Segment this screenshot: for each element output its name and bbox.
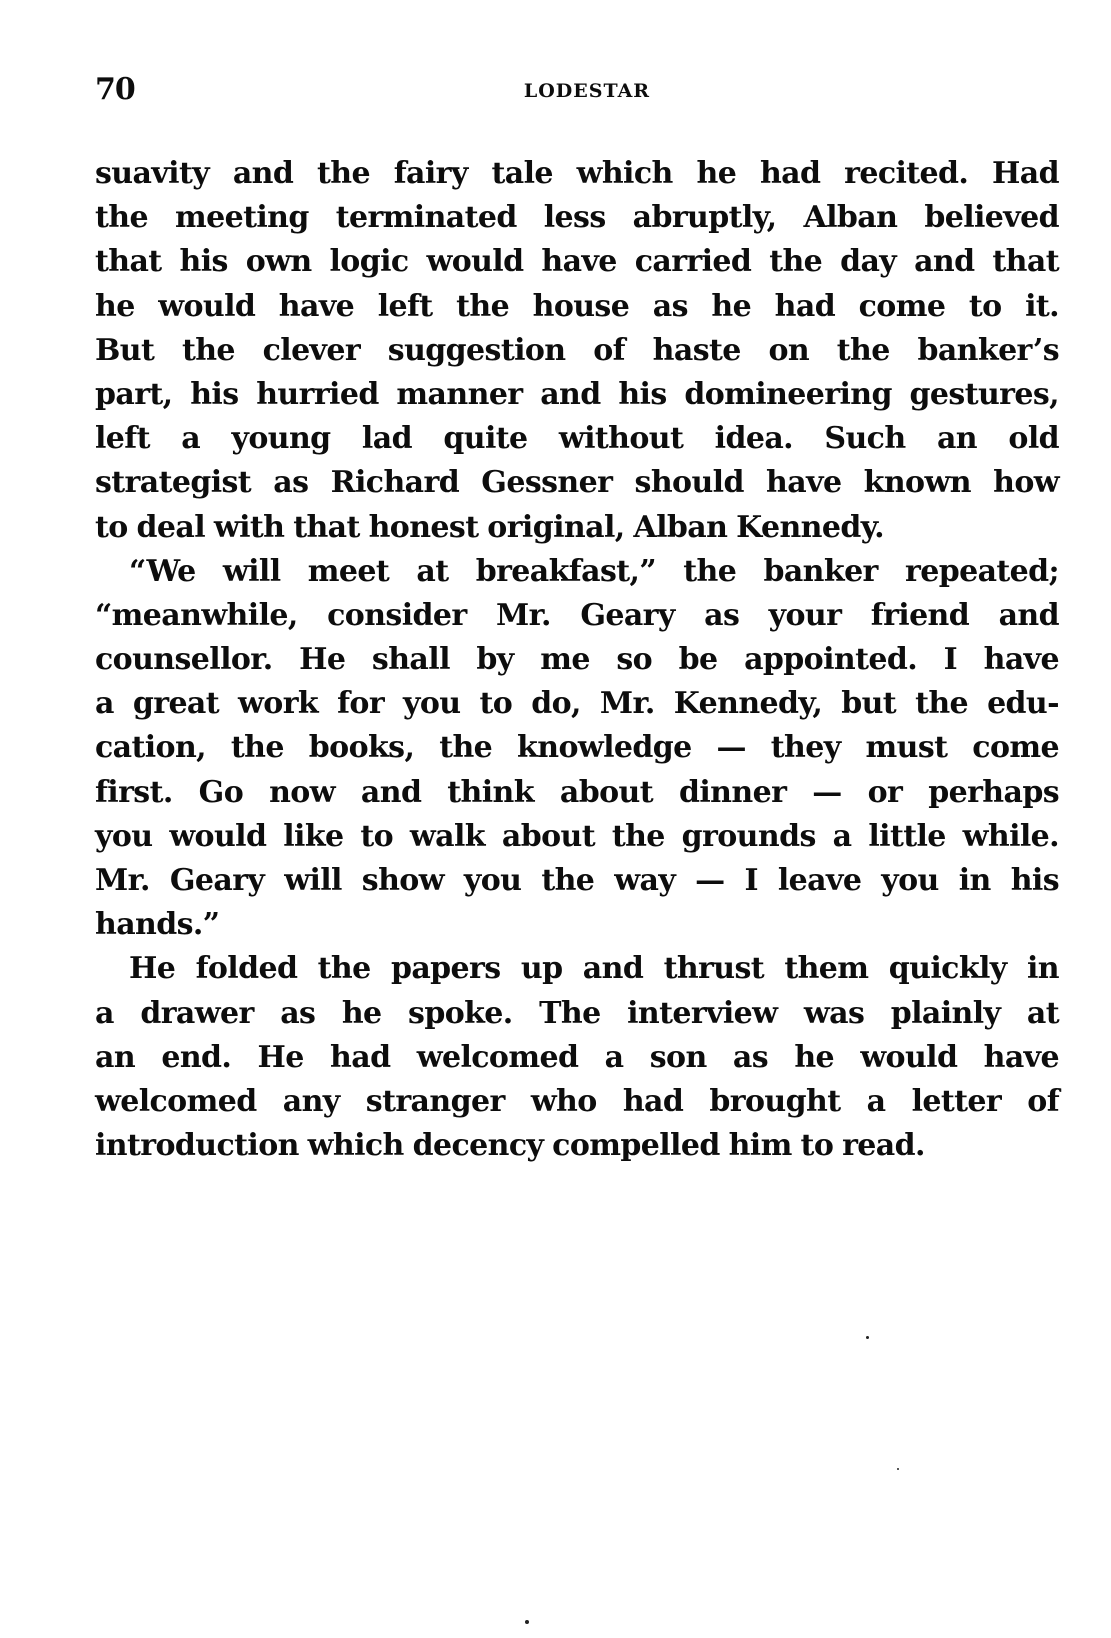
text-line: an end. He had welcomed a son as he would have: [95, 1039, 1059, 1075]
paragraph: [95, 550, 1059, 948]
scan-speck: [525, 1620, 529, 1624]
text-line: “meanwhile, consider Mr. Geary as your friend and: [95, 597, 1059, 633]
text-line: strategist as Richard Gessner should have known how: [95, 465, 1059, 501]
text-line: you would like to walk about the grounds a little while.: [95, 818, 1059, 854]
text-line: welcomed any stranger who had brought a letter of: [95, 1083, 1059, 1119]
text-line: he would have left the house as he had come to it.: [95, 288, 1059, 324]
scan-speck: [866, 1336, 869, 1339]
text-line: first. Go now and think about dinner — or perhaps: [95, 774, 1059, 810]
page-number: 70: [95, 72, 135, 107]
text-line: part, his hurried manner and his domineering gestures,: [95, 376, 1059, 412]
scan-speck: [897, 1468, 899, 1470]
text-line: a great work for you to do, Mr. Kennedy, but the edu-: [95, 686, 1059, 722]
text-line: cation, the books, the knowledge — they must come: [95, 730, 1059, 766]
text-line: He folded the papers up and thrust them quickly in: [129, 951, 1059, 987]
paragraph: [95, 152, 1059, 550]
text-line: Mr. Geary will show you the way — I leave you in his: [95, 863, 1059, 898]
text-line: counsellor. He shall by me so be appointed. I have: [95, 642, 1059, 678]
text-line: to deal with that honest original, Alban Kennedy.: [95, 509, 884, 545]
page-header: [95, 68, 1059, 112]
paragraph: [95, 947, 1059, 1168]
text-line: “We will meet at breakfast,” the banker repeated;: [129, 553, 1059, 589]
body-text: [95, 152, 1059, 1168]
text-line: hands.”: [95, 907, 220, 943]
text-line: the meeting terminated less abruptly, Alban believed: [95, 200, 1059, 236]
text-line: a drawer as he spoke. The interview was plainly at: [95, 995, 1059, 1031]
text-line: that his own logic would have carried the day and that: [95, 244, 1059, 280]
text-line: But the clever suggestion of haste on the banker’s: [95, 332, 1059, 368]
text-line: left a young lad quite without idea. Such an old: [95, 421, 1059, 457]
text-line: suavity and the fairy tale which he had recited. Had: [95, 156, 1059, 191]
text-line: introduction which decency compelled him to read.: [95, 1128, 925, 1164]
running-title: LODESTAR: [523, 80, 651, 102]
